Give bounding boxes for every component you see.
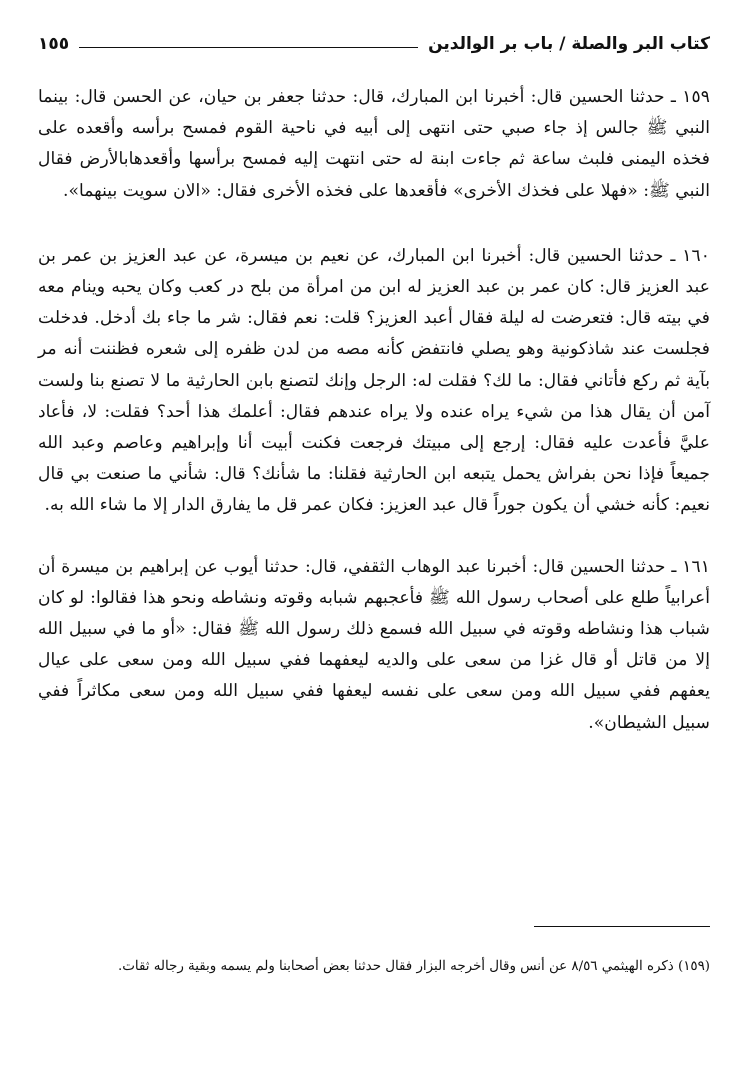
- footnote-159: (١٥٩) ذكره الهيثمي ٨/٥٦ عن أنس وقال أخرجه البزار فقال حدثنا بعض أصحابنا ولم يسمه وبقية رجاله ثقات.: [118, 959, 710, 974]
- chapter-title: كتاب البر والصلة / باب بر الوالدين: [428, 34, 710, 54]
- header-rule: [79, 47, 418, 48]
- hadith-161: ١٦١ ـ حدثنا الحسين قال: أخبرنا عبد الوهاب الثقفي، قال: حدثنا أيوب عن إبراهيم بن ميسرة أن أعرابياً طلع على أصحاب رسول الله ﷺ فأعجبهم شبابه وقوته ونشاطه ونحو هذا فقالوا: لو كان شباب هذا ونشاطه وقوته في سبيل الله فسمع ذلك رسول الله ﷺ فقال: «أو ما في سبيل الله إلا من قاتل أو قال غزا من سعى على والديه ليعفهما ففي سبيل الله ومن سعى على عيال يعفهم ففي سبيل الله ومن سعى على نفسه ليعفها ففي سبيل الله ومن سعى مكاثراً ففي سبيل الشيطان».: [38, 556, 710, 733]
- footnote-rule: [534, 926, 710, 927]
- hadith-159: ١٥٩ ـ حدثنا الحسين قال: أخبرنا ابن المبارك، قال: حدثنا جعفر بن حيان، عن الحسن قال: بينما النبي ﷺ جالس إذ جاء صبي حتى انتهى إلى أبيه في ناحية القوم فمسح برأسه وأقعده على فخذه اليمنى فلبث ساعة ثم جاءت ابنة له حتى انتهت إليه فمسح برأسها وأقعدهابالأرض فقال النبي ﷺ: «فهلا على فخذك الأخرى» فأقعدها على فخذه الأخرى فقال: «الان سويت بينهما».: [38, 87, 710, 201]
- page-number: ١٥٥: [38, 34, 70, 54]
- hadith-160: ١٦٠ ـ حدثنا الحسين قال: أخبرنا ابن المبارك، عن نعيم بن ميسرة، عن عبد العزيز بن عمر بن عبد العزيز قال: كان عمر بن عبد العزيز له ابن من امرأة من بلح در كعب وكان يحبه وينام معه في بيته قال: فتعرضت له ليلة فقال أعبد العزيز؟ قلت: نعم فقال: شر ما جاء بك أدخل. فدخلت فجلست عند شاذكونية وهو يصلي فانتفض كأنه مصه من لدن ظفره إلى شعره فظننت أنه مر بآية ثم ركع فأتاني فقال: ما لك؟ فقلت له: الرجل وإنك لتصنع بابن الحارثية ما لا تصنع بنا ولست آمن أن يقال هذا من شيء يراه عنده ولا يراه عندهم فقال: أعلمك هذا أحد؟ فقلت: لا، فأعاد عليَّ فأعدت عليه فقال: إرجع إلى مبيتك فرجعت فكنت أبيت أنا وإبراهيم وعاصم وعبد الله جميعاً فإذا نحن بفراش يحمل يتبعه ابن الحارثية فقلنا: ما شأنك؟ قال: شأني ما صنعت بي قال نعيم: كأنه خشي أن يكون جوراً قال عبد العزيز: فكان عمر قل ما يفارق الدار إلا ما شاء الله به.: [38, 245, 710, 516]
- book-page: [38, 28, 710, 974]
- running-header: [38, 28, 710, 60]
